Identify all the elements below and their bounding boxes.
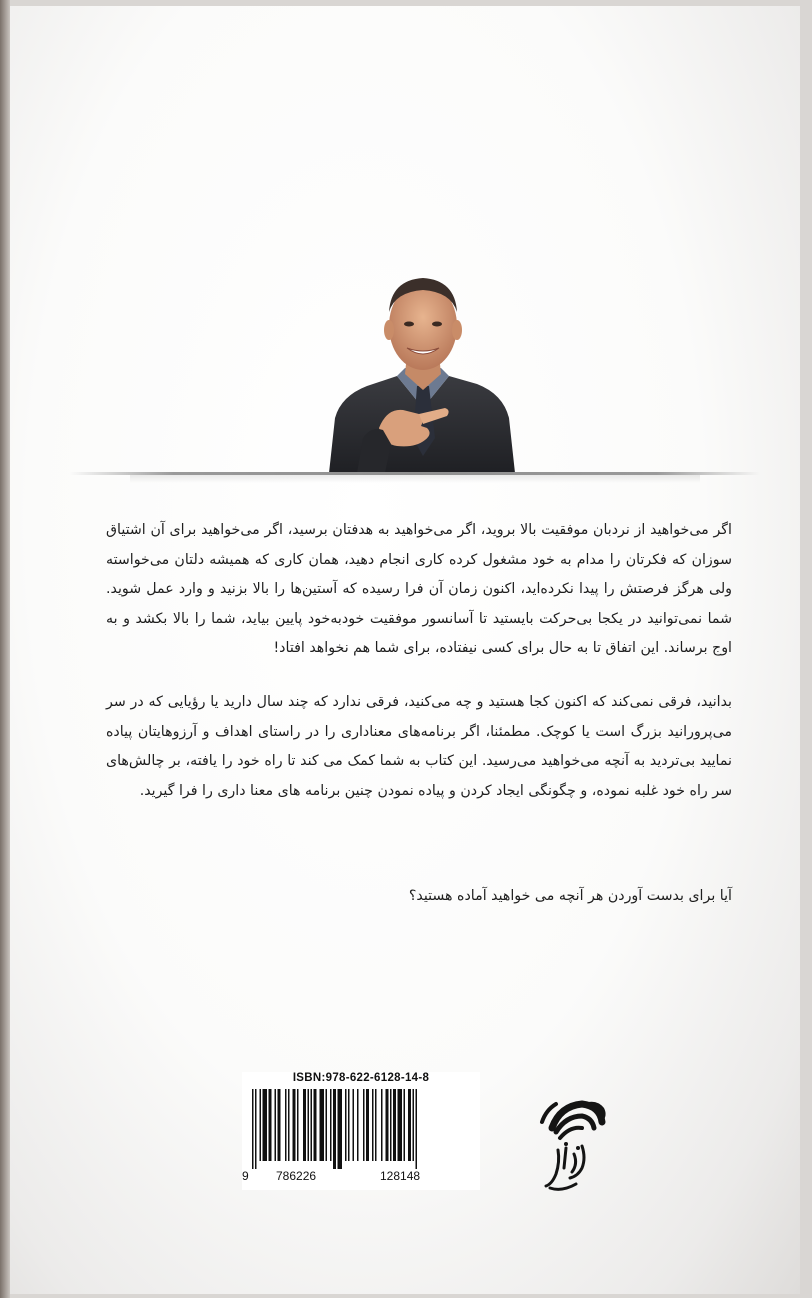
isbn-label: ISBN:978-622-6128-14-8	[292, 1072, 430, 1084]
barcode-bar	[390, 1089, 392, 1161]
barcode-bar	[353, 1089, 355, 1161]
barcode-bar	[386, 1089, 389, 1161]
blurb-paragraph-2: بدانید، فرقی نمی‌کند که اکنون کجا هستید و چه می‌کنید، فرقی ندارد که چند سال دارید یا رؤیایی که در سر می‌پرورانید بزرگ است یا کوچک. مطمئنا، اگر برنامه‌های معناداری را در راستای اهداف و آرزوهایتان پیاده نمایید بی‌تردید به آنچه می‌خواهید می‌رسید. این کتاب به شما کمک می کند تا راه خود را یافته، بر چالش‌های سر راه خود غلبه نموده، و چگونگی ایجاد کردن و پیاده نمودن چنین برنامه های معنا داری را فرا گیرید.	[106, 694, 732, 799]
barcode-bar	[293, 1089, 296, 1161]
barcode-bar	[252, 1089, 254, 1169]
blurb-question: آیا برای بدست آوردن هر آنچه می خواهید آماده هستید؟	[408, 888, 732, 904]
barcode-digit-lead: 9	[242, 1169, 249, 1183]
barcode-bar	[260, 1089, 262, 1161]
publisher-logo	[530, 1088, 610, 1198]
barcode-bar	[393, 1089, 396, 1161]
barcode-bar	[398, 1089, 403, 1161]
barcode-bar	[326, 1089, 328, 1161]
barcode-bar	[404, 1089, 406, 1161]
barcode-bar	[297, 1089, 299, 1161]
barcode-bar	[320, 1089, 325, 1161]
blurb-paragraph-1: اگر می‌خواهید از نردبان موفقیت بالا بروید، اگر می‌خواهید به هدفتان برسید، اگر می‌خواهید برای آن اشتیاق سوزان که فکرتان را مدام به خود مشغول کرده کاری انجام دهید، همان کاری که همیشه دلتان می‌خواسته ولی هرگز فرصتش را پیدا نکرده‌اید، اکنون زمان آن فرا رسیده که آستین‌ها را بالا بزنید و وارد عمل شوید. شما نمی‌توانید در یکجا بی‌حرکت بایستید تا آسانسور موفقیت خودبه‌خود پایین بیاید، شما را بالا بکشد و به اوج برساند. این اتفاق تا به حال برای کسی نیفتاده، برای شما هم نخواهد افتاد!	[106, 522, 732, 656]
barcode-bar	[308, 1089, 310, 1161]
barcode-digits	[242, 1169, 480, 1187]
barcode-bar	[278, 1089, 281, 1161]
barcode-bar	[348, 1089, 350, 1161]
barcode-bar	[381, 1089, 383, 1161]
barcode-bar	[263, 1089, 268, 1161]
barcode-bar	[408, 1089, 411, 1161]
barcode-bar	[416, 1089, 418, 1169]
barcode-bar	[311, 1089, 313, 1161]
barcode-digit-group-1: 786226	[276, 1169, 317, 1183]
barcode-bar	[269, 1089, 272, 1161]
barcode-bar	[333, 1089, 336, 1169]
barcode-digit-group-2: 128148	[380, 1169, 421, 1183]
isbn-barcode	[242, 1072, 480, 1190]
divider-shadow	[130, 475, 700, 483]
barcode-bar	[375, 1089, 377, 1161]
barcode-bar	[372, 1089, 374, 1161]
barcode-bar	[314, 1089, 317, 1161]
barcode-bar	[285, 1089, 287, 1161]
barcode-bar	[255, 1089, 257, 1169]
barcode-bar	[330, 1089, 332, 1161]
barcode-bar	[363, 1089, 365, 1161]
barcode-bar	[288, 1089, 290, 1161]
publisher-swirl-icon	[530, 1088, 610, 1198]
back-cover	[10, 6, 800, 1294]
barcode-bar	[413, 1089, 415, 1161]
barcode-bar	[357, 1089, 359, 1161]
author-photo	[327, 268, 517, 473]
barcode-bar	[303, 1089, 306, 1161]
barcode-bar	[345, 1089, 347, 1161]
author-portrait-icon	[327, 268, 517, 473]
barcode-bar	[338, 1089, 343, 1169]
book-spine-edge	[0, 0, 10, 1298]
barcode-bars-icon	[252, 1089, 470, 1169]
barcode-bar	[366, 1089, 369, 1161]
barcode-bar	[275, 1089, 277, 1161]
